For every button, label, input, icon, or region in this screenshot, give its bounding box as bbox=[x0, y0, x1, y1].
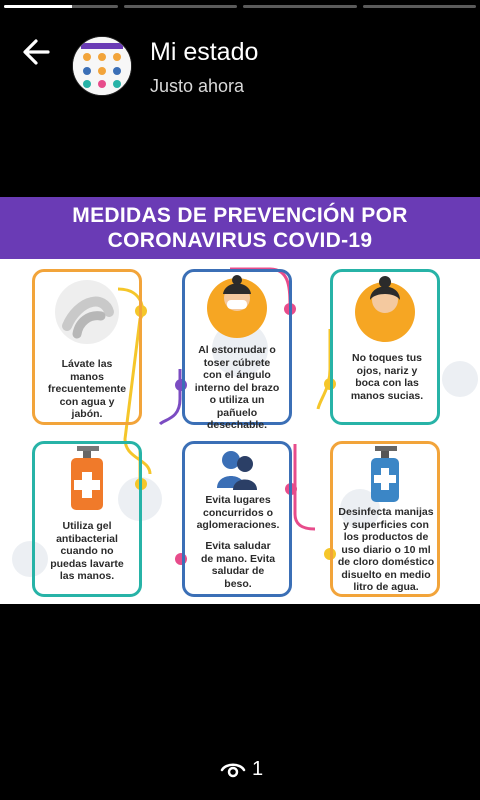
card-disinfect bbox=[330, 441, 440, 597]
view-count-number: 1 bbox=[252, 758, 264, 780]
view-count[interactable] bbox=[220, 758, 263, 781]
poster-heading-line2: CORONAVIRUS COVID-19 bbox=[107, 229, 373, 252]
story-progress bbox=[4, 5, 476, 8]
status-footer bbox=[0, 740, 480, 800]
people-icon bbox=[187, 444, 287, 492]
card-no-touch-face-text: No toques tus ojos, nariz y boca con las manos sucias. bbox=[350, 352, 424, 402]
arrow-left-icon bbox=[18, 34, 54, 70]
status-title: Mi estado bbox=[150, 38, 259, 66]
gel-bottle-icon bbox=[37, 444, 137, 514]
woman-icon bbox=[335, 272, 435, 346]
card-avoid-crowds-text: Evita lugares concurridos o aglomeraciones. bbox=[196, 494, 280, 531]
spray-bottle-icon bbox=[335, 444, 435, 504]
progress-segment-1 bbox=[4, 5, 118, 8]
poster-banner bbox=[0, 197, 480, 259]
back-button[interactable] bbox=[18, 34, 54, 70]
card-cover-cough bbox=[182, 269, 292, 431]
card-gel-text: Utiliza gel antibacterial cuando no puedas lavarte las manos. bbox=[50, 520, 124, 582]
progress-segment-2 bbox=[124, 5, 238, 8]
progress-segment-4 bbox=[363, 5, 477, 8]
card-cover-cough-text: Al estornudar o toser cúbrete con el ángulo interno del brazo o utiliza un pañuelo desechable. bbox=[194, 344, 280, 431]
card-avoid-crowds bbox=[182, 441, 292, 597]
sneeze-person-icon bbox=[187, 272, 287, 342]
status-header bbox=[0, 16, 480, 96]
avatar[interactable] bbox=[72, 36, 132, 96]
status-time: Justo ahora bbox=[150, 76, 245, 96]
card-wash-hands-text: Lávate las manos frecuentemente con agua y jabón. bbox=[47, 358, 127, 420]
card-no-touch-face bbox=[330, 269, 440, 425]
card-disinfect-text: Desinfecta manijas y superficies con los productos de uso diario o 10 ml de cloro doméstico disuelto en medio litro de agua. bbox=[337, 506, 435, 593]
hands-washing-icon bbox=[37, 274, 137, 354]
card-no-greeting-text: Evita saludar de mano. Evita saludar de beso. bbox=[200, 540, 276, 590]
card-wash-hands bbox=[32, 269, 142, 425]
eye-icon bbox=[220, 761, 246, 779]
progress-segment-3 bbox=[243, 5, 357, 8]
card-gel bbox=[32, 441, 142, 597]
status-image[interactable] bbox=[0, 197, 480, 604]
poster-heading-line1: MEDIDAS DE PREVENCIÓN POR bbox=[72, 204, 408, 227]
